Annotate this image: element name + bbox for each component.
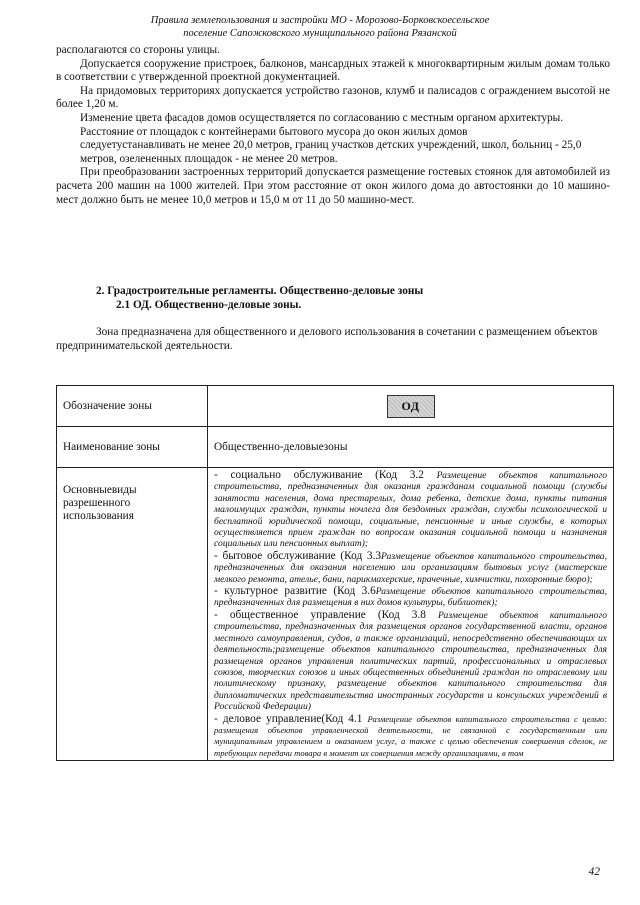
paragraph-2: Допускается сооружение пристроек, балконов, мансардных этажей к многоквартирным жилым домам только в соответствии с утвержденной проектной документацией. bbox=[56, 57, 610, 84]
paragraph-1: располагаются со стороны улицы. bbox=[56, 44, 220, 56]
header-line-2: поселение Сапожковского муниципального района Рязанской bbox=[183, 28, 457, 39]
use-item bbox=[214, 551, 607, 585]
main-uses-cell bbox=[208, 468, 614, 761]
use-name: - бытовое обслуживание (Код 3.3 bbox=[214, 549, 382, 562]
use-description: Размещение объектов капитального строительства, предназначенных для оказания гражданам социальной помощи (службы занятости населения, дома престарелых, дома ребенка, детские дома, пункты питания малоимущих граждан, пункты ночлега для бездомных граждан, службы психологической и бесплатной юридической помощи, социальные, пенсионные и иные службы, в которых осуществляется прием граждан по вопросам оказания социальной помощи и назначения социальных или пенсионных выплат); bbox=[214, 470, 607, 550]
zone-designation-label: Обозначение зоны bbox=[57, 386, 208, 427]
use-description: Размещение объектов капитального строительства с целью: размещения объектов управленческой деятельности, не связанной с государственным или муниципальным управлением и оказанием услуг, а также с целью обеспечения совершения сделок, не требующих передачи товара в момент их совершения между организациями, в том bbox=[214, 713, 607, 758]
use-item bbox=[214, 586, 607, 609]
zone-name-value: Общественно-деловыезоны bbox=[208, 427, 614, 468]
zone-table bbox=[56, 385, 614, 761]
uses-list bbox=[214, 468, 607, 759]
section-title: 2. Градостроительные регламенты. Общественно-деловые зоны bbox=[96, 285, 424, 297]
body-text bbox=[56, 44, 610, 207]
use-name: - социально обслуживание (Код 3.2 bbox=[214, 469, 437, 481]
use-name: - культурное развитие (Код 3.6 bbox=[214, 585, 376, 598]
zone-code-badge: ОД bbox=[387, 395, 435, 418]
zone-designation-cell bbox=[208, 386, 614, 427]
use-description: Размещение объектов капитального строительства, предназначенных для размещения в них домов культуры, библиотек); bbox=[214, 586, 607, 609]
use-description: Размещение объектов капитального строительства, предназначенных для оказания населению или организациям бытовых услуг (мастерские мелкого ремонта, ателье, бани, парикмахерские, прачечные, химчистки, похоронные бюро); bbox=[214, 550, 607, 585]
table-row-name bbox=[57, 427, 614, 468]
use-item bbox=[214, 470, 607, 550]
header-line-1: Правила землепользования и застройки МО - Морозово-Борковскоесельское bbox=[150, 15, 490, 26]
use-name: - общественное управление (Код 3.8 bbox=[214, 608, 439, 621]
use-item bbox=[214, 714, 607, 760]
paragraph-5: Расстояние от площадок с контейнерами бытового мусора до окон жилых домов bbox=[80, 125, 468, 138]
section-subtitle: 2.1 ОД. Общественно-деловые зоны. bbox=[116, 299, 302, 311]
table-row-designation bbox=[57, 386, 614, 427]
page-header bbox=[0, 14, 640, 40]
paragraph-3: На придомовых территориях допускается устройство газонов, клумб и палисадов с ограждением высотой не более 1,20 м. bbox=[56, 84, 610, 111]
use-description: Размещение объектов капитального строительства, предназначенных для размещения органов государственной власти, органов местного самоуправления, судов, а также организаций, непосредственно обеспечивающих их деятельность;размещение объектов капитального строительства, предназначенных для размещения органов управления политических партий, профессиональных и отраслевых союзов, творческих союзов и иных общественных объединений граждан по отраслевому или политическому признаку, размещение объектов капитального строительства для дипломатических представительства иностранных государств и консульских учреждений в Российской Федерации) bbox=[214, 609, 607, 713]
page-number: 42 bbox=[588, 866, 600, 878]
paragraph-4: Изменение цвета фасадов домов осуществляется по согласованию с местным органом архитектуры. bbox=[80, 111, 564, 124]
main-uses-label: Основныевиды разрешенного использования bbox=[57, 468, 208, 761]
section-heading bbox=[96, 284, 596, 312]
table-row-uses bbox=[57, 468, 614, 761]
zone-name-label: Наименование зоны bbox=[57, 427, 208, 468]
paragraph-7: При преобразовании застроенных территорий допускается размещение гостевых стоянок для автомобилей из расчета 200 машин на 1000 жителей. При этом расстояние от окон жилого дома до автостоянки до 10 машино-мест должно быть не менее 10,0 метров и 15,0 м от 11 до 50 машино-мест. bbox=[56, 166, 610, 206]
paragraph-6: следуетустанавливать не менее 20,0 метров, границ участков детских учреждений, школ, больниц - 25,0 метров, озелененных площадок - не менее 20 метров. bbox=[80, 139, 582, 165]
use-name: - деловое управление(Код 4.1 bbox=[214, 712, 368, 725]
zone-intro-text: Зона предназначена для общественного и делового использования в сочетании с размещением объектов предпринимательской деятельности. bbox=[56, 326, 598, 352]
use-item bbox=[214, 610, 607, 713]
zone-intro bbox=[56, 325, 610, 353]
